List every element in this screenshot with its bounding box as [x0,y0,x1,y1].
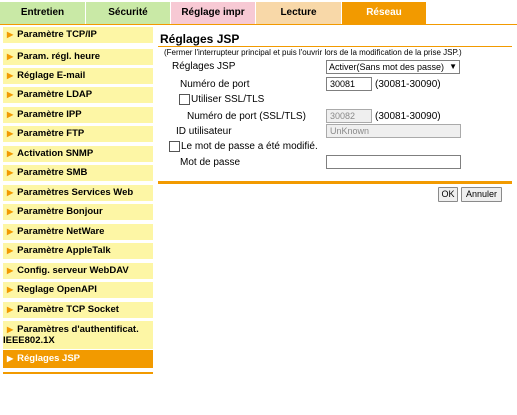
sidebar-item-label: Paramètres Services Web [17,187,134,198]
sidebar-item-ipp[interactable] [3,107,153,123]
userid-input[interactable]: UnKnown [326,124,461,138]
page-title: Réglages JSP [160,32,240,46]
arrow-right-icon: ▶ [7,168,14,177]
sidebar-item-openapi[interactable] [3,282,153,298]
sidebar-item-web-services[interactable] [3,185,153,201]
sidebar-item-label: Paramètre FTP [17,128,85,139]
sidebar-item-label: Réglages JSP [17,353,80,364]
password-label: Mot de passe [180,157,241,168]
jsp-setting-value: Activer(Sans mot des passe) [329,62,445,72]
sidebar-item-appletalk[interactable] [3,243,153,259]
tab-underline [0,24,517,25]
arrow-right-icon: ▶ [7,71,14,80]
arrow-right-icon: ▶ [7,325,14,334]
sidebar-bottom-line [3,372,153,374]
ssl-checkbox[interactable] [179,94,190,105]
arrow-right-icon: ▶ [7,207,14,216]
tab-reseau[interactable]: Réseau [342,2,427,24]
sidebar-item-snmp[interactable] [3,146,153,162]
tab-securite[interactable]: Sécurité [86,2,171,24]
sidebar-item-label: Réglage E-mail [17,70,86,81]
sidebar-item-label: Paramètre TCP/IP [17,29,97,40]
arrow-right-icon: ▶ [7,266,14,275]
sidebar-item-label: Config. serveur WebDAV [17,265,129,276]
sidebar-item-tcp-socket[interactable] [3,302,153,318]
sidebar-item-netware[interactable] [3,224,153,240]
jsp-setting-select[interactable] [326,60,460,74]
ssl-label: Utiliser SSL/TLS [191,94,265,105]
sidebar-item-ieee8021x[interactable] [3,321,153,349]
jsp-setting-label: Réglages JSP [172,61,236,72]
sidebar-item-label: Activation SNMP [17,148,94,159]
sidebar-item-bonjour[interactable] [3,204,153,220]
tab-reglage-impr[interactable]: Réglage impr [171,2,256,24]
sidebar-item-time[interactable] [3,49,153,65]
sidebar-item-label: Param. régl. heure [17,51,101,62]
arrow-right-icon: ▶ [7,90,14,99]
form-bottom-line [158,181,512,184]
arrow-right-icon: ▶ [7,30,14,39]
arrow-right-icon: ▶ [7,305,14,314]
sidebar-item-jsp[interactable] [3,350,153,368]
sidebar-item-label: Paramètre NetWare [17,226,105,237]
sidebar-item-smb[interactable] [3,165,153,181]
title-underline [158,46,512,47]
restart-note: (Fermer l'interrupteur principal et puis l'ouvrir lors de la modification de la prise JSP.) [164,48,462,57]
port-input[interactable]: 30081 [326,77,372,91]
chevron-down-icon: ▼ [449,62,457,71]
password-changed-checkbox[interactable] [169,141,180,152]
arrow-right-icon: ▶ [7,149,14,158]
arrow-right-icon: ▶ [7,110,14,119]
tab-lecture[interactable]: Lecture [256,2,342,24]
sidebar-item-webdav[interactable] [3,263,153,279]
top-tab-bar [0,0,517,24]
arrow-right-icon: ▶ [7,285,14,294]
sidebar-item-tcp-ip[interactable] [3,27,153,43]
sidebar-item-ftp[interactable] [3,126,153,142]
ssl-port-range: (30081-30090) [375,111,441,122]
sidebar-item-label: Paramètre SMB [17,167,88,178]
userid-label: ID utilisateur [176,126,232,137]
tab-entretien[interactable]: Entretien [0,2,86,24]
sidebar-item-label: Reglage OpenAPI [17,284,97,295]
ssl-port-input[interactable]: 30082 [326,109,372,123]
arrow-right-icon: ▶ [7,227,14,236]
arrow-right-icon: ▶ [7,246,14,255]
sidebar-item-label: Paramètre IPP [17,109,82,120]
port-label: Numéro de port [180,79,250,90]
sidebar-item-label: Paramètre Bonjour [17,206,103,217]
arrow-right-icon: ▶ [7,354,14,363]
arrow-right-icon: ▶ [7,52,14,61]
sidebar-item-label-line2: IEEE802.1X [3,335,55,346]
cancel-button[interactable]: Annuler [461,187,502,202]
sidebar-item-label: Paramètre AppleTalk [17,245,111,256]
arrow-right-icon: ▶ [7,129,14,138]
password-input[interactable] [326,155,461,169]
ok-button[interactable]: OK [438,187,458,202]
arrow-right-icon: ▶ [7,188,14,197]
sidebar-item-label: Paramètre TCP Socket [17,304,119,315]
sidebar-item-ldap[interactable] [3,87,153,103]
sidebar-item-label: Paramètre LDAP [17,89,93,100]
password-changed-label: Le mot de passe a été modifié. [181,141,318,152]
port-range: (30081-30090) [375,79,441,90]
sidebar-item-label: Paramètres d'authentificat. [17,324,139,335]
sidebar-item-email[interactable] [3,68,153,84]
ssl-port-label: Numéro de port (SSL/TLS) [187,111,306,122]
